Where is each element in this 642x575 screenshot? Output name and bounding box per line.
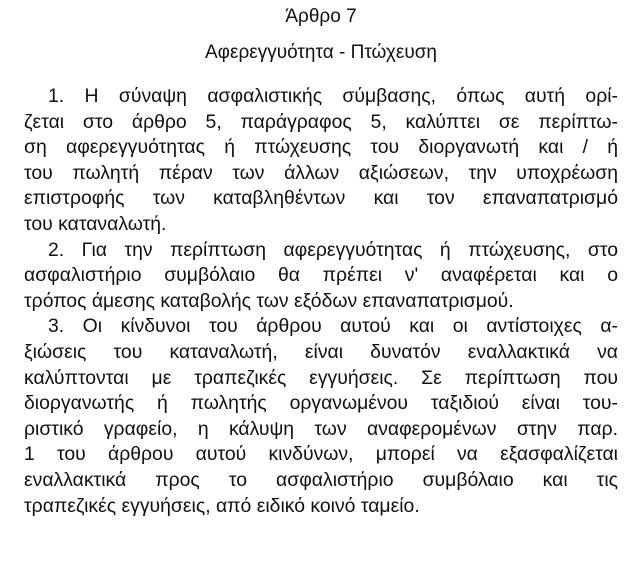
paragraph-2-line: 2. Για την περίπτωση αφερεγγυότητας ή πτώχευσης, στο [48,238,618,261]
paragraph-3-line: 1 του άρθρου αυτού κινδύνων, μπορεί να εξασφαλίζεται [24,443,618,466]
paragraph-3-line: τραπεζικές εγγυήσεις, από ειδικό κοινό ταμείο. [24,494,420,517]
paragraph-1-line: ζεται στο άρθρο 5, παράγραφος 5, καλύπτει σε περίπτω- [24,110,618,133]
paragraph-3-line: ριστικό γραφείο, η κάλυψη των αναφερομένων στην παρ. [24,417,618,440]
paragraph-1-line: ση αφερεγγυότητας ή πτώχευσης του διοργανωτή και / ή [24,136,618,159]
article-subtitle: Αφερεγγυότητα - Πτώχευση [204,42,438,63]
paragraph-2-line: ασφαλιστήριο συμβόλαιο θα πρέπει ν' αναφέρεται και ο [24,264,618,287]
paragraph-1-line: του πωλητή πέραν των άλλων αξιώσεων, την υποχρέωση [24,161,618,184]
paragraph-3-line: 3. Οι κίνδυνοι του άρθρου αυτού και οι αντίστοιχες α- [48,315,618,338]
article-title: Άρθρο 7 [285,6,357,27]
paragraph-1-line: επιστροφής των καταβληθέντων και τον επαναπατρισμό [24,187,618,210]
paragraph-2-line: τρόπος άμεσης καταβολής των εξόδων επαναπατρισμού. [24,289,514,312]
paragraph-3-line: εναλλακτικά προς το ασφαλιστήριο συμβόλαιο και τις [24,468,618,491]
paragraph-3-line: ξιώσεις του καταναλωτή, είναι δυνατόν εναλλακτικά να [24,340,618,363]
paragraph-3-line: καλύπτονται με τραπεζικές εγγυήσεις. Σε περίπτωση που [24,366,618,389]
paragraph-3-line: διοργανωτής ή πωλητής οργανωμένου ταξιδιού είναι του- [24,392,618,415]
paragraph-1-line: 1. Η σύναψη ασφαλιστικής σύμβασης, όπως αυτή ορί- [48,85,618,107]
paragraph-1-line: του καταναλωτή. [24,212,167,235]
article-body [24,84,618,519]
